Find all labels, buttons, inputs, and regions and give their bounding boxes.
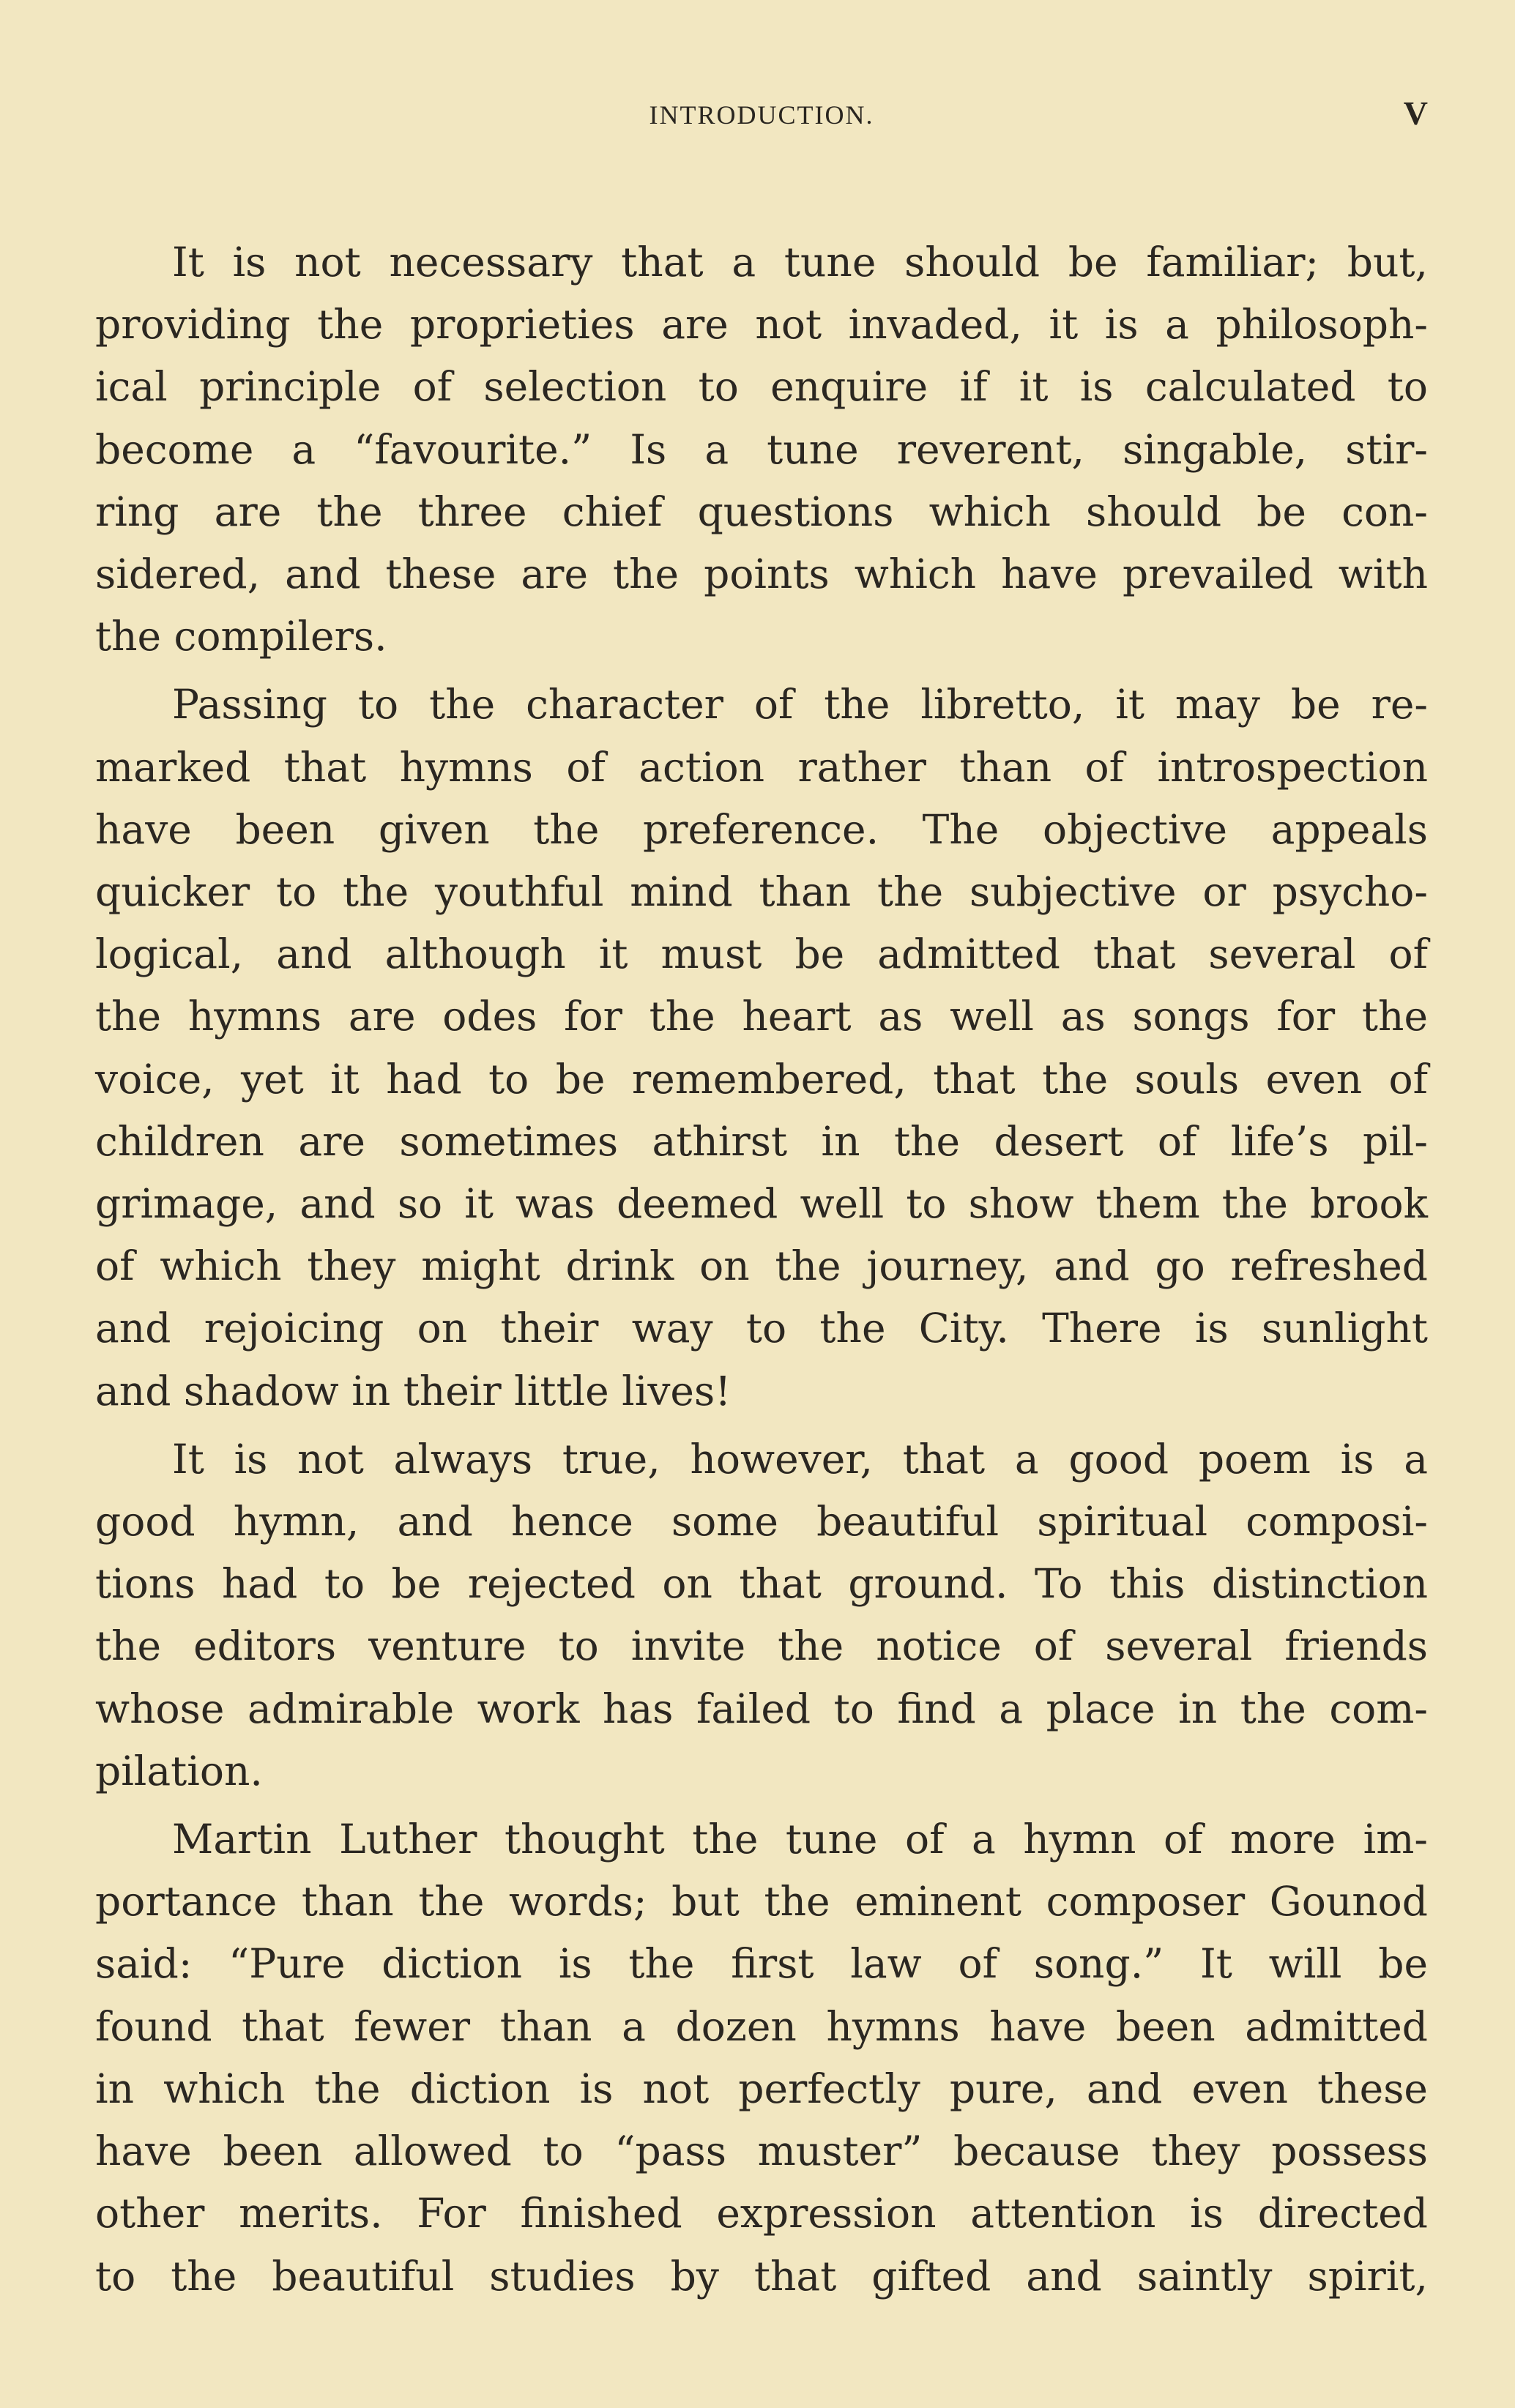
text-line: ring are the three chief questions which should be con- xyxy=(95,488,1428,535)
paragraph xyxy=(95,1808,1428,2308)
text-line: It is not necessary that a tune should be familiar; but, xyxy=(172,239,1428,286)
text-line: of which they might drink on the journey, and go refreshed xyxy=(95,1242,1428,1290)
text-line: quicker to the youthful mind than the subjective or psycho- xyxy=(95,868,1428,916)
text-line: providing the proprieties are not invaded, it is a philosoph- xyxy=(95,301,1428,348)
text-line: voice, yet it had to be remembered, that the souls even of xyxy=(95,1055,1428,1103)
paragraph xyxy=(95,1428,1428,1803)
text-line: and shadow in their little lives! xyxy=(95,1367,732,1414)
text-line: become a “favourite.” Is a tune reverent, singable, stir- xyxy=(95,425,1428,473)
text-line: to the beautiful studies by that gifted and saintly spirit, xyxy=(95,2252,1428,2300)
text-line: sidered, and these are the points which have prevailed with xyxy=(95,551,1428,598)
text-line: other merits. For finished expression attention is directed xyxy=(95,2190,1428,2237)
text-line: grimage, and so it was deemed well to show them the brook xyxy=(95,1180,1428,1228)
text-line: said: “Pure diction is the first law of song.” It will be xyxy=(95,1940,1428,1988)
paragraph xyxy=(95,231,1428,668)
page-number: V xyxy=(1403,94,1428,132)
text-line: children are sometimes athirst in the desert of life’s pil- xyxy=(95,1117,1428,1165)
text-line: ical principle of selection to enquire if it is calculated to xyxy=(95,363,1428,411)
text-line: whose admirable work has failed to find a place in the com- xyxy=(95,1685,1428,1732)
text-line: found that fewer than a dozen hymns have been admitted xyxy=(95,2002,1428,2050)
body-text xyxy=(95,231,1428,2314)
text-line: good hymn, and hence some beautiful spiritual composi- xyxy=(95,1498,1428,1546)
text-line: portance than the words; but the eminent composer Gounod xyxy=(95,1878,1428,1926)
text-line: in which the diction is not perfectly pure, and even these xyxy=(95,2065,1428,2112)
running-head xyxy=(95,94,1428,138)
paragraph xyxy=(95,674,1428,1422)
text-line: the hymns are odes for the heart as well as songs for the xyxy=(95,993,1428,1040)
text-line: Passing to the character of the libretto, it may be re- xyxy=(172,681,1428,728)
text-line: the compilers. xyxy=(95,613,387,660)
text-line: and rejoicing on their way to the City. There is sunlight xyxy=(95,1305,1428,1352)
text-line: Martin Luther thought the tune of a hymn of more im- xyxy=(172,1816,1428,1863)
running-title: INTRODUCTION. xyxy=(649,100,874,130)
text-line: have been given the preference. The objective appeals xyxy=(95,805,1428,853)
text-line: pilation. xyxy=(95,1747,263,1794)
text-line: have been allowed to “pass muster” because they possess xyxy=(95,2128,1428,2175)
text-line: It is not always true, however, that a good poem is a xyxy=(172,1435,1428,1483)
text-line: the editors venture to invite the notice of several friends xyxy=(95,1622,1428,1670)
text-line: tions had to be rejected on that ground. To this distinction xyxy=(95,1560,1428,1608)
text-line: marked that hymns of action rather than of introspection xyxy=(95,743,1428,791)
text-line: logical, and although it must be admitted that several of xyxy=(95,931,1428,978)
